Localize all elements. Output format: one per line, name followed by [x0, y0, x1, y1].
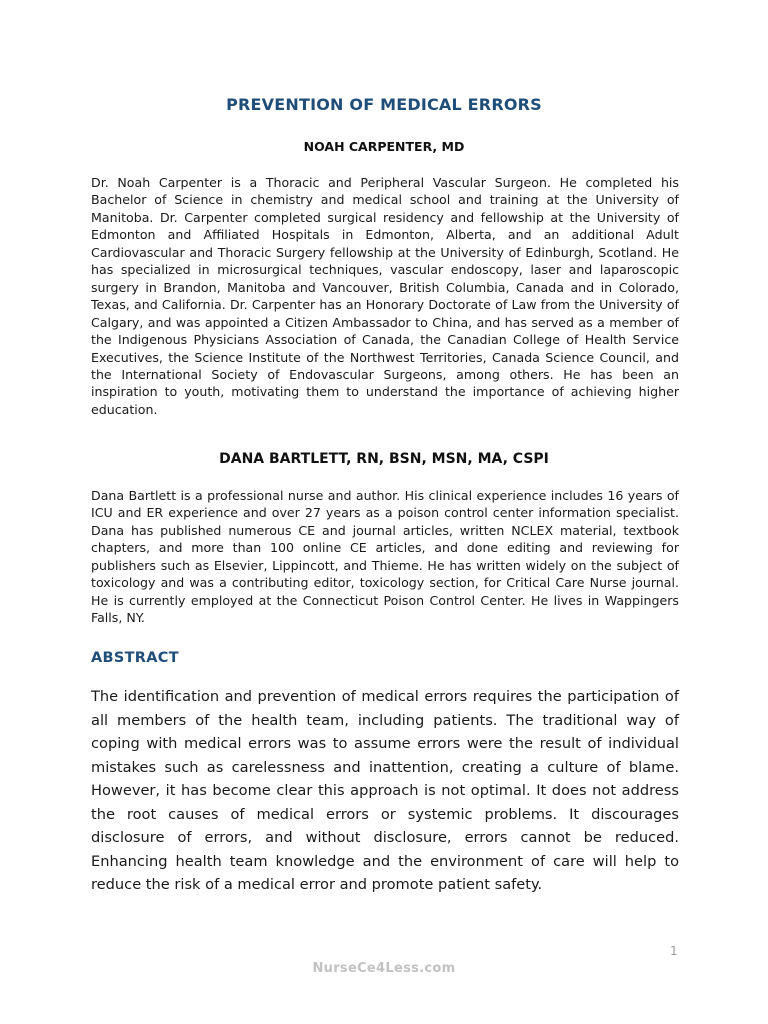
author-bio-bartlett: Dana Bartlett is a professional nurse and author. His clinical experience includes 16 years of ICU and ER experience and over 27 years as a poison control center information specialist. Dana has published numerous CE and journal articles, written NCLEX material, textbook chapters, and more than 100 online CE articles, and done editing and reviewing for publishers such as Elsevier, Lippincott, and Thieme. He has written widely on the subject of toxicology and was a contributing editor, toxicology section, for Critical Care Nurse journal. He is currently employed at the Connecticut Poison Control Center. He lives in Wappingers Falls, NY.	[91, 488, 679, 626]
footer-brand: NurseCe4Less.com	[312, 961, 456, 976]
author-name-bartlett: DANA BARTLETT, RN, BSN, MSN, MA, CSPI	[219, 451, 549, 467]
author-name-carpenter: NOAH CARPENTER, MD	[303, 139, 465, 154]
abstract-heading: ABSTRACT	[91, 650, 179, 666]
author-bio-carpenter: Dr. Noah Carpenter is a Thoracic and Peripheral Vascular Surgeon. He completed his Bachelor of Science in chemistry and medical school and training at the University of Manitoba. Dr. Carpenter completed surgical residency and fellowship at the University of Edmonton and Affiliated Hospitals in Edmonton, Alberta, and an additional Adult Cardiovascular and Thoracic Surgery fellowship at the University of Edinburgh, Scotland. He has specialized in microsurgical techniques, vascular endoscopy, laser and laparoscopic surgery in Brandon, Manitoba and Vancouver, British Columbia, Canada and in Colorado, Texas, and California. Dr. Carpenter has an Honorary Doctorate of Law from the University of Calgary, and was appointed a Citizen Ambassador to China, and has served as a member of the Indigenous Physicians Association of Canada, the Canadian College of Health Service Executives, the Science Institute of the Northwest Territories, Canada Science Council, and the International Society of Endovascular Surgeons, among others. He has been an inspiration to youth, motivating them to understand the importance of achieving higher education.	[91, 175, 679, 417]
abstract-text: The identification and prevention of medical errors requires the participation of all members of the health team, including patients. The traditional way of coping with medical errors was to assume errors were the result of individual mistakes such as carelessness and inattention, creating a culture of blame. However, it has become clear this approach is not optimal. It does not address the root causes of medical errors or systemic problems. It discourages disclosure of errors, and without disclosure, errors cannot be reduced. Enhancing health team knowledge and the environment of care will help to reduce the risk of a medical error and promote patient safety.	[91, 688, 679, 893]
page-number: 1	[670, 944, 678, 958]
document-title: PREVENTION OF MEDICAL ERRORS	[226, 95, 542, 114]
